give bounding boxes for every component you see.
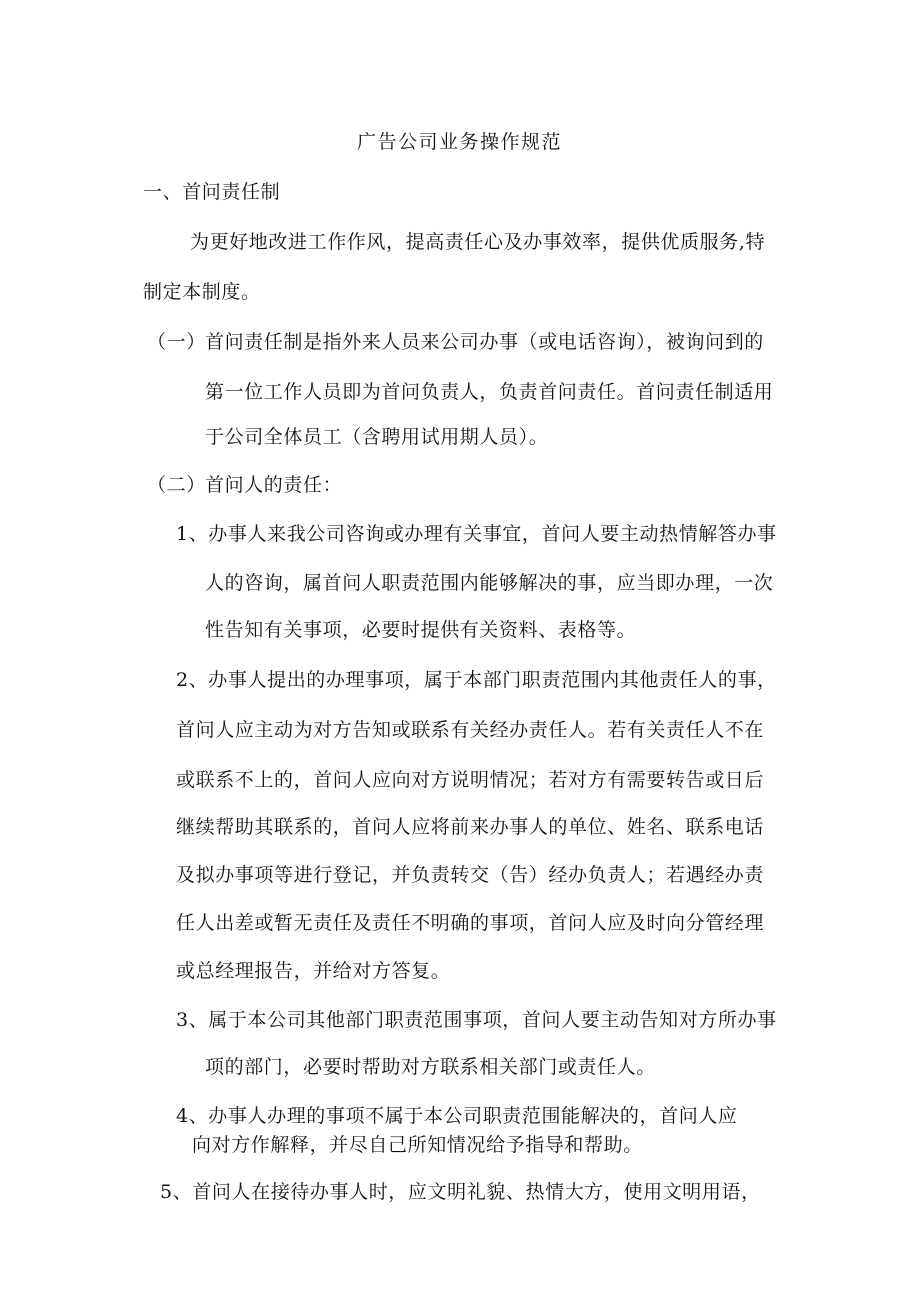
part2-heading: 首问人的责任： bbox=[205, 474, 343, 496]
part1-line-2: 第一位工作人员即为首问负责人，负责首问责任。首问责任制适用 bbox=[205, 381, 774, 403]
item1-line-1: 1、办事人来我公司咨询或办理有关事宜，首问人要主动热情解答办事 bbox=[176, 523, 777, 545]
item2-line-1: 2、办事人提出的办理事项，属于本部门职责范围内其他责任人的事， bbox=[176, 669, 777, 691]
item2-line-3: 或联系不上的，首问人应向对方说明情况；若对方有需要转告或日后 bbox=[176, 769, 765, 791]
part1-line-1: 首问责任制是指外来人员来公司办事（或电话咨询），被询问到的 bbox=[205, 331, 764, 353]
item2-line-4: 继续帮助其联系的，首问人应将前来办事人的单位、姓名、联系电话 bbox=[176, 816, 765, 838]
item2-line-7: 或总经理报告，并给对方答复。 bbox=[176, 960, 451, 982]
intro-line-2: 制定本制度。 bbox=[143, 281, 261, 303]
item4-line-1: 4、办事人办理的事项不属于本公司职责范围能解决的，首问人应 bbox=[176, 1105, 738, 1127]
part2-label: （二） bbox=[147, 474, 206, 496]
item3-line-2: 项的部门，必要时帮助对方联系相关部门或责任人。 bbox=[205, 1056, 656, 1078]
item2-line-5: 及拟办事项等进行登记，并负责转交（告）经办负责人；若遇经办责 bbox=[176, 864, 765, 886]
section-heading: 一、首问责任制 bbox=[143, 181, 281, 203]
item1-line-3: 性告知有关事项，必要时提供有关资料、表格等。 bbox=[205, 619, 637, 641]
intro-line-1: 为更好地改进工作作风，提高责任心及办事效率，提供优质服务,特 bbox=[190, 231, 766, 253]
item2-line-6: 任人出差或暂无责任及责任不明确的事项，首问人应及时向分管经理 bbox=[176, 912, 765, 934]
part1-line-3: 于公司全体员工（含聘用试用期人员）。 bbox=[205, 426, 549, 448]
part1-label: （一） bbox=[147, 331, 206, 353]
item2-line-2: 首问人应主动为对方告知或联系有关经办责任人。若有关责任人不在 bbox=[176, 719, 765, 741]
item5-line-1: 5、首问人在接待办事人时，应文明礼貌、热情大方，使用文明用语， bbox=[160, 1181, 761, 1203]
item1-line-2: 人的咨询，属首问人职责范围内能够解决的事，应当即办理，一次 bbox=[205, 572, 774, 594]
item4-line-2: 向对方作解释，并尽自己所知情况给予指导和帮助。 bbox=[192, 1134, 643, 1156]
item3-line-1: 3、属于本公司其他部门职责范围事项，首问人要主动告知对方所办事 bbox=[176, 1009, 777, 1031]
document-title: 广告公司业务操作规范 bbox=[357, 131, 563, 153]
